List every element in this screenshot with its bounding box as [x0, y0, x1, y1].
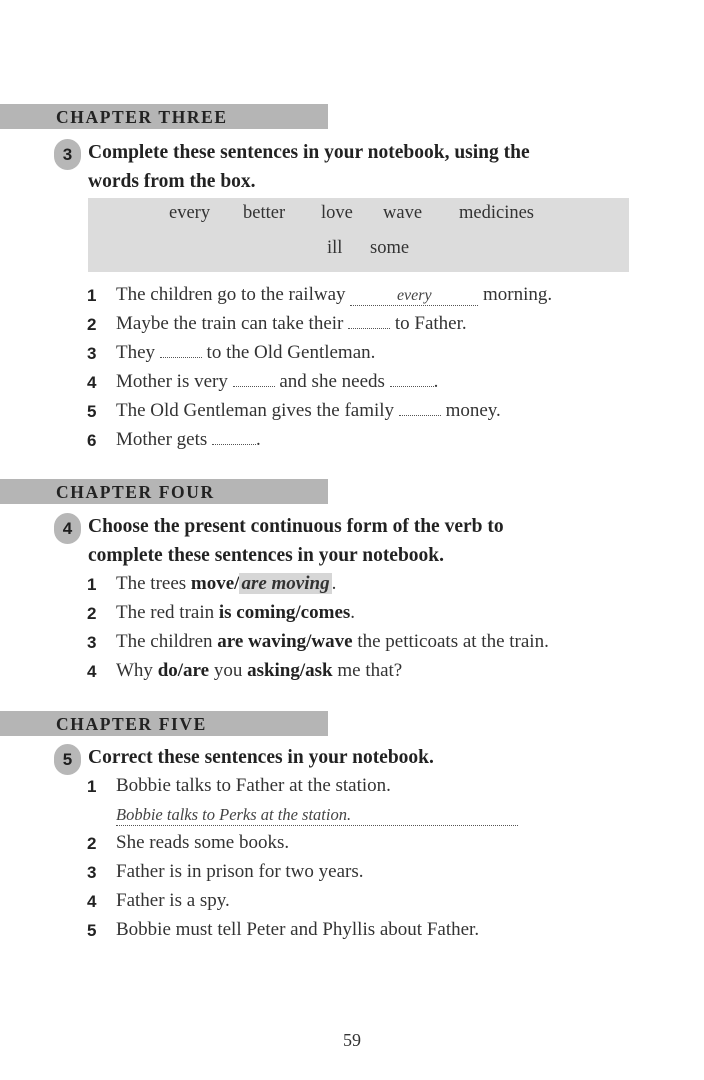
exercise-4-instruction: Choose the present continuous form of the verb to complete these sentences in your notebook. [88, 516, 504, 566]
item-number: 2 [87, 315, 97, 334]
exercise-5-instruction: Correct these sentences in your notebook. [88, 747, 434, 768]
item-number: 1 [87, 575, 97, 594]
item-number: 3 [87, 344, 97, 363]
word-box-word: better [243, 203, 286, 223]
word-box-word: medicines [459, 203, 535, 223]
word-box-word: love [321, 203, 353, 223]
item-number: 5 [87, 921, 97, 940]
blank [399, 401, 441, 416]
blank [390, 372, 434, 387]
exercise-3-badge: 3 [54, 139, 81, 170]
item-number: 4 [87, 373, 97, 392]
chapter-five-band [0, 711, 328, 736]
filled-blank: every [350, 287, 478, 306]
blank [348, 314, 390, 329]
word-box-word: every [169, 203, 211, 223]
sentence-line: The children go to the railway every morning. [116, 284, 553, 305]
sentence-line: Father is a spy. [116, 890, 230, 911]
item-number: 1 [87, 286, 97, 305]
item-number: 5 [87, 402, 97, 421]
sentence-line: Mother gets . [116, 429, 261, 450]
sentence-line: Maybe the train can take their to Father. [116, 313, 467, 334]
word-box [88, 198, 629, 272]
item-number: 4 [87, 662, 97, 681]
item-number: 2 [87, 834, 97, 853]
word-box-word: some [370, 238, 410, 258]
item-number: 3 [87, 863, 97, 882]
item-number: 1 [87, 777, 97, 796]
page-number: 59 [343, 1030, 361, 1050]
item-number: 3 [87, 633, 97, 652]
sentence-line: Why do/are you asking/ask me that? [116, 660, 403, 681]
sentence-line: Father is in prison for two years. [116, 861, 364, 882]
item-number: 2 [87, 604, 97, 623]
word-box-word: ill [327, 238, 343, 258]
sentence-line: Bobbie talks to Father at the station. [116, 775, 391, 796]
blank [233, 372, 275, 387]
exercise-3-instruction: Complete these sentences in your notebook, using the words from the box. [88, 142, 530, 192]
blank [160, 343, 202, 358]
chapter-five-heading: CHAPTER FIVE [56, 714, 207, 734]
sentence-line: They to the Old Gentleman. [116, 342, 376, 363]
sentence-line: The red train is coming/comes. [116, 602, 356, 623]
exercise-5-badge: 5 [54, 744, 81, 775]
sentence-line: The trees move/ are moving . [116, 573, 337, 594]
item-number: 4 [87, 892, 97, 911]
sentence-line: Mother is very and she needs . [116, 371, 439, 392]
item-number: 6 [87, 431, 97, 450]
sentence-line: The Old Gentleman gives the family money. [116, 400, 501, 421]
sentence-line: She reads some books. [116, 832, 290, 853]
chapter-three-band [0, 104, 328, 129]
exercise-4-badge: 4 [54, 513, 81, 544]
chapter-three-heading: CHAPTER THREE [56, 107, 228, 127]
example-answer: Bobbie talks to Perks at the station. [116, 805, 518, 826]
chapter-four-band [0, 479, 328, 504]
word-box-word: wave [383, 203, 423, 223]
sentence-line: The children are waving/wave the petticoats at the train. [116, 631, 549, 652]
chapter-four-heading: CHAPTER FOUR [56, 482, 215, 502]
blank [212, 430, 256, 445]
highlighted-answer: are moving [241, 573, 330, 594]
sentence-line: Bobbie must tell Peter and Phyllis about Father. [116, 919, 480, 940]
